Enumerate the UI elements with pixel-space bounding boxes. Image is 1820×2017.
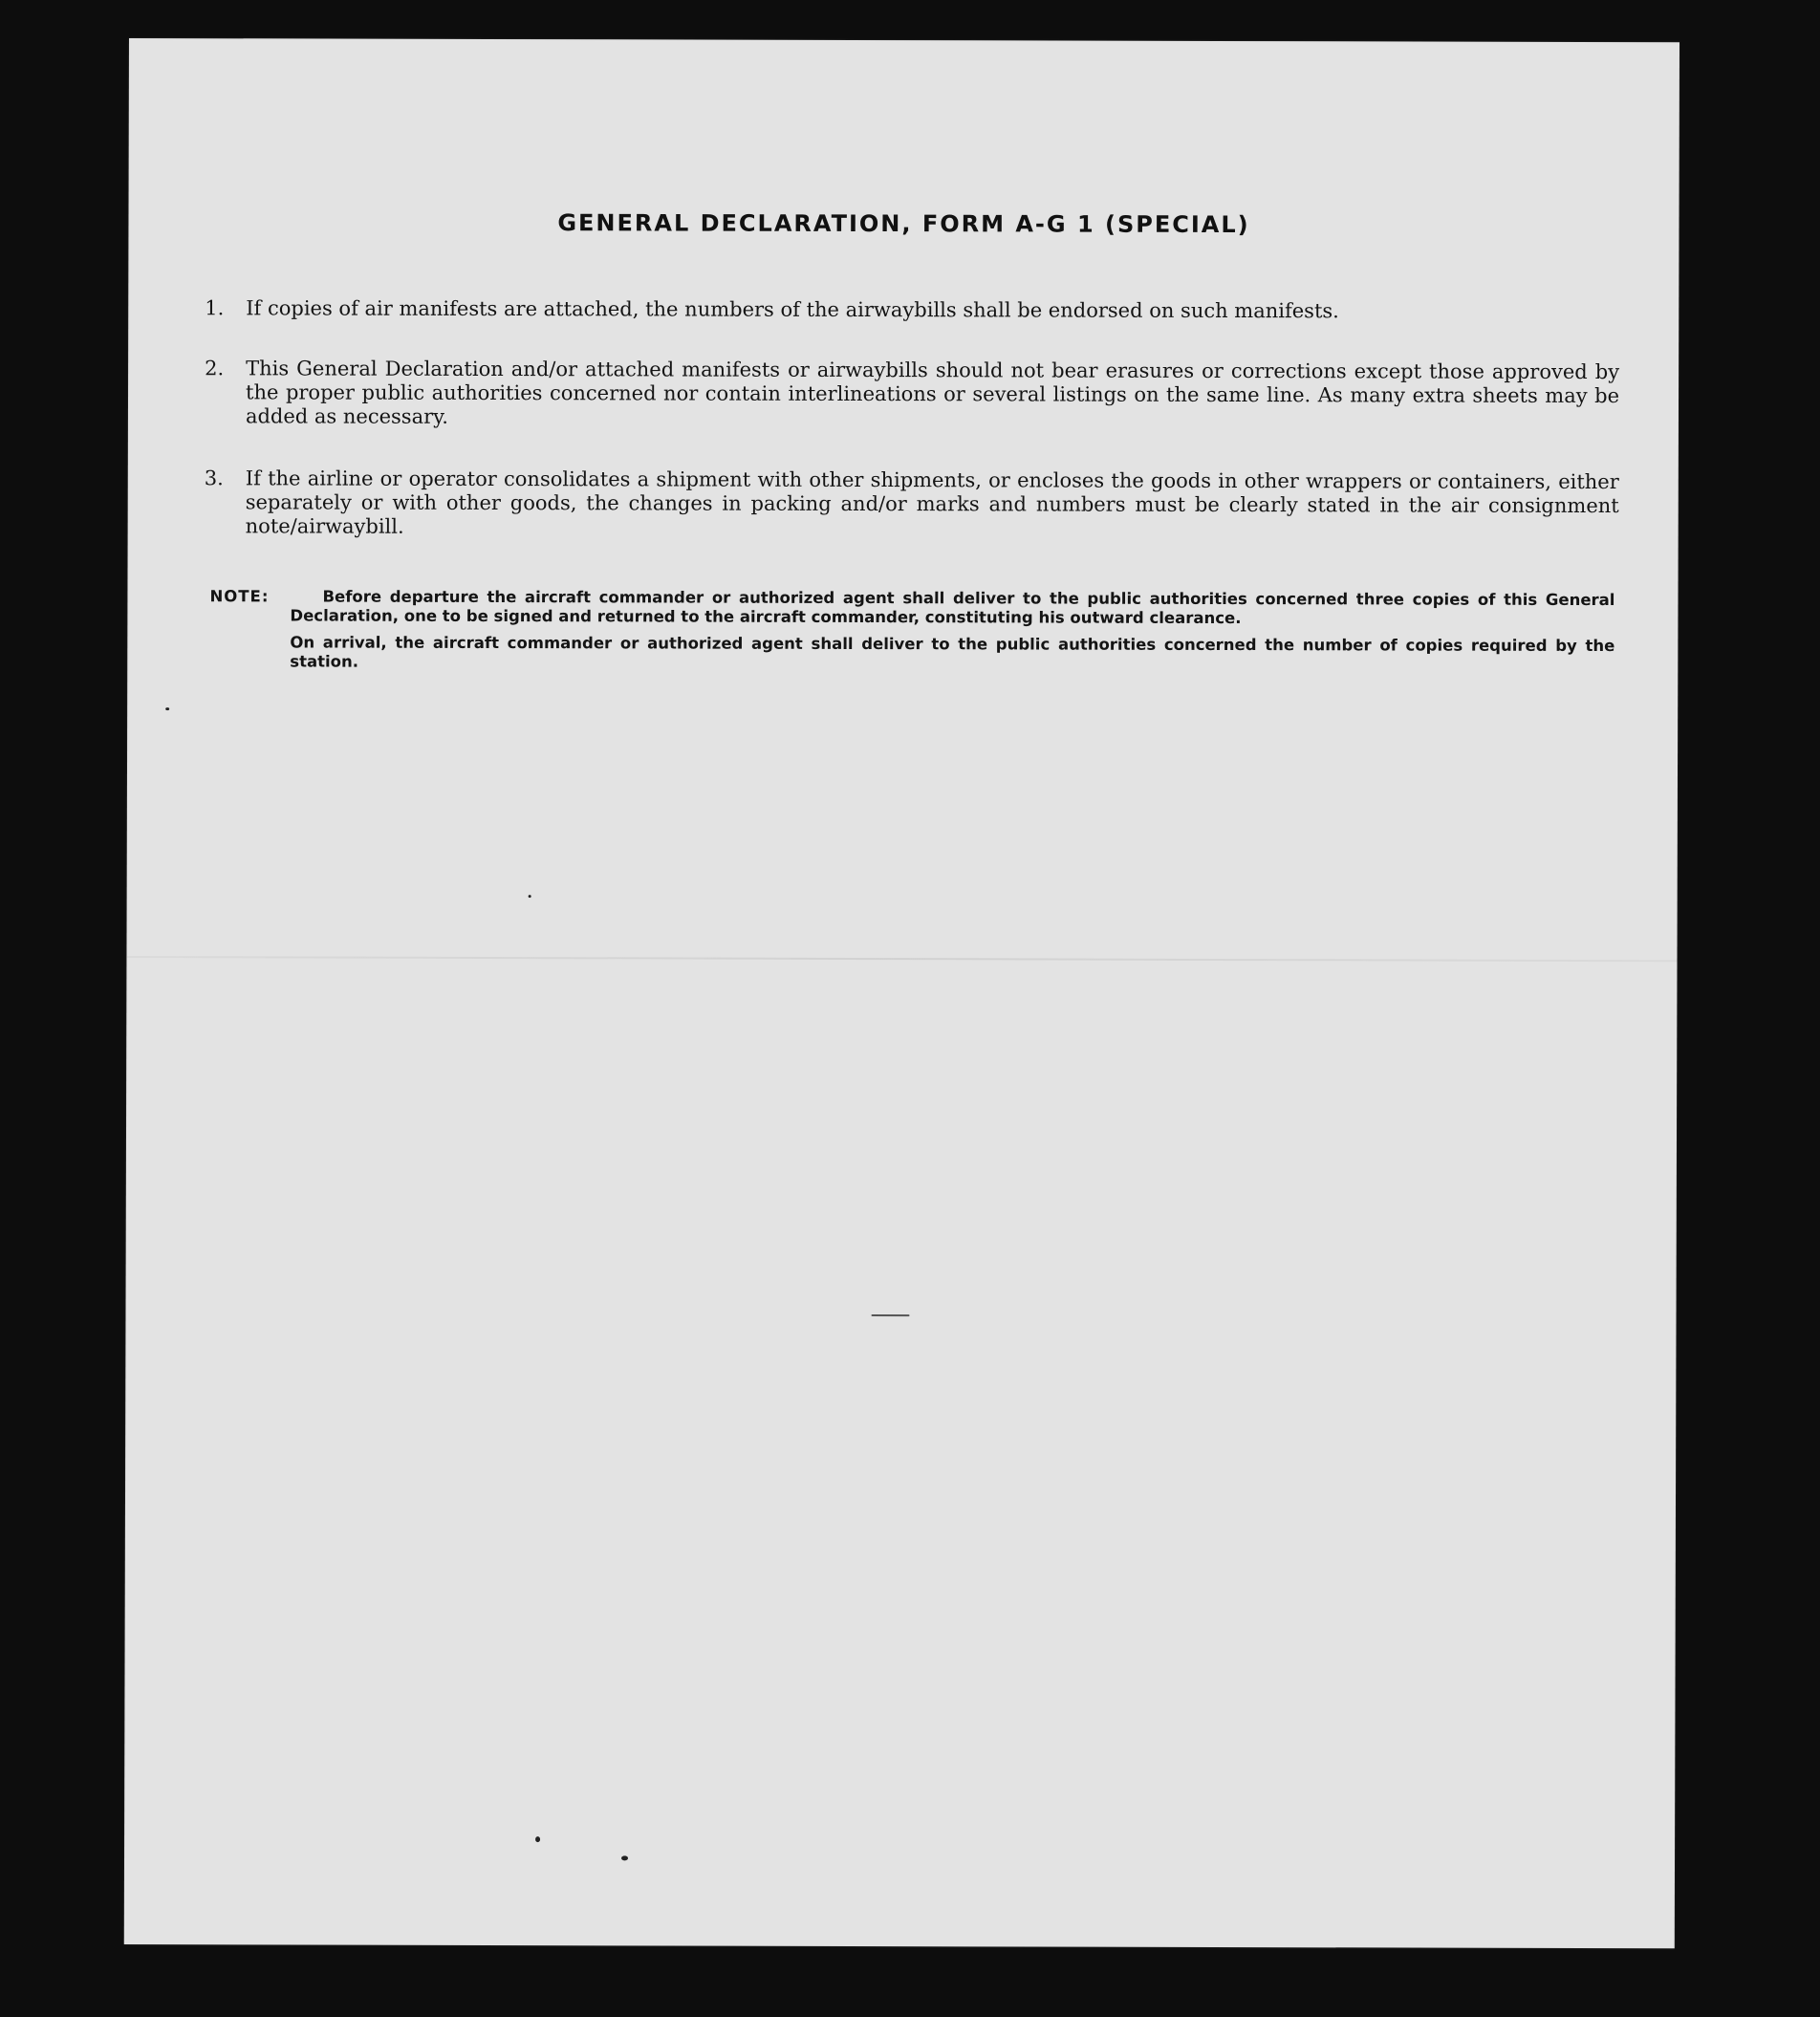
page-title: GENERAL DECLARATION, FORM A-G 1 (SPECIAL) [557, 209, 1250, 239]
instruction-item [205, 466, 1619, 542]
item-text: If the airline or operator consolidates a shipment with other shipments, or encloses the goods in other wrappers or containers, either separately or with other goods, the changes in packing and/or marks and numbers must be clearly stated in the air consignment note/airwaybill. [245, 466, 1619, 538]
instruction-item [205, 296, 1619, 324]
item-text: This General Declaration and/or attached manifests or airwaybills should not bear erasures or corrections except those approved by the proper public authorities concerned nor contain interlineations or several listings on the same line. As many extra sheets may be added as necessary. [245, 357, 1620, 428]
note-paragraph: Before departure the aircraft commander or authorized agent shall deliver to the public authorities concerned three copies of this General Declaration, one to be signed and returned to the aircraft commander, constituting his outward clearance. [290, 587, 1615, 628]
note-section [209, 587, 1614, 675]
document-page [124, 38, 1679, 1948]
item-number: 3. [204, 466, 224, 490]
ink-speck [872, 1314, 910, 1316]
ink-speck [529, 895, 531, 898]
ink-speck [165, 707, 169, 710]
ink-speck [621, 1855, 628, 1860]
note-paragraph: On arrival, the aircraft commander or authorized agent shall deliver to the public authorities concerned the number of copies required by the station. [290, 633, 1615, 671]
paper-fold-line [126, 956, 1677, 962]
item-number: 1. [205, 296, 225, 320]
item-text: If copies of air manifests are attached, the numbers of the airwaybills shall be endorsed on such manifests. [246, 296, 1339, 323]
item-number: 2. [205, 357, 225, 380]
note-label: NOTE: [209, 587, 270, 606]
instruction-item [205, 357, 1619, 432]
ink-speck [535, 1836, 540, 1842]
